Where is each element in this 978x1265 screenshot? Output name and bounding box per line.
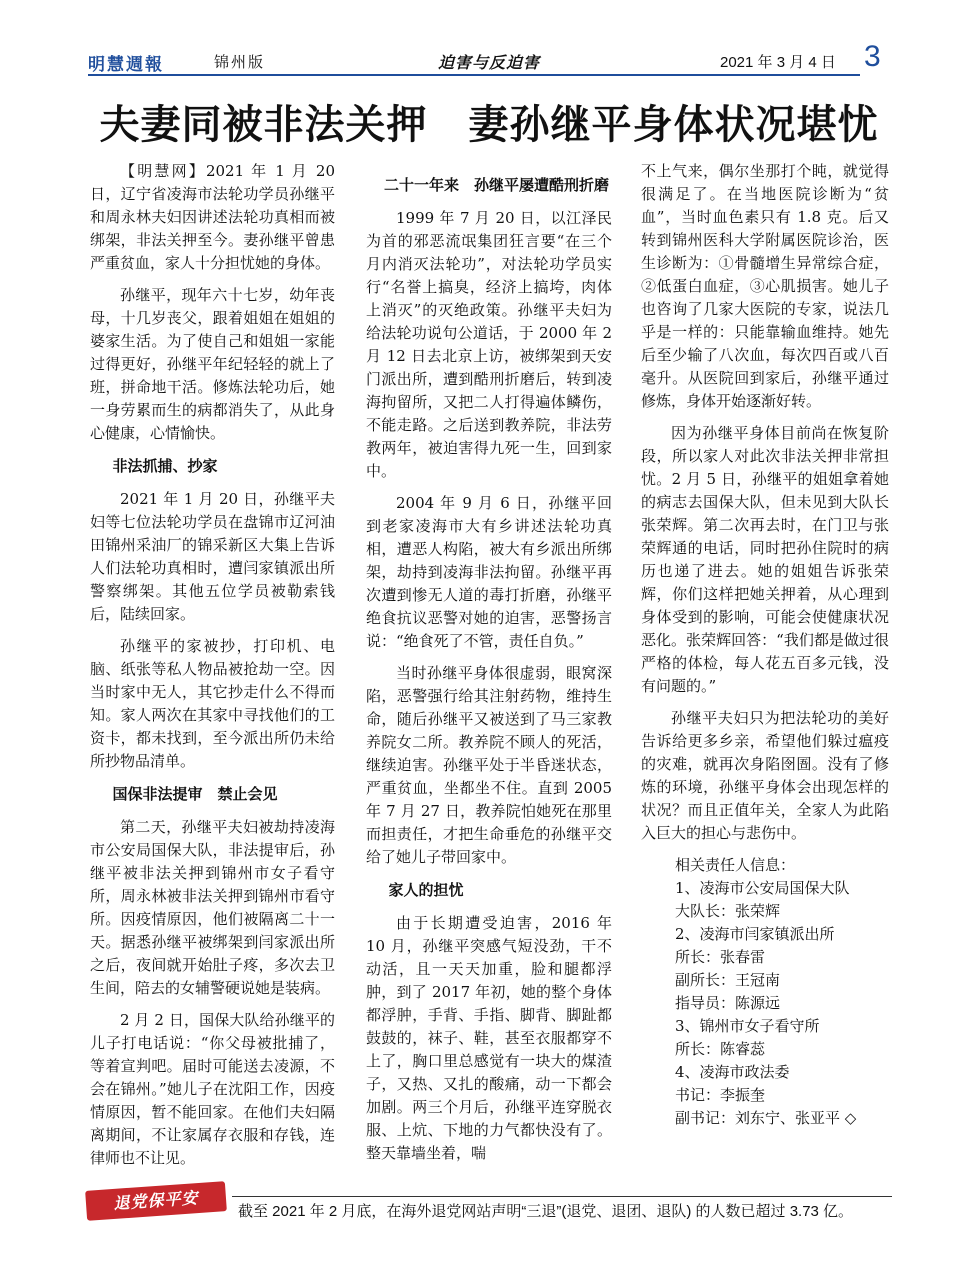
subheading: 二十一年来 孙继平屡遭酷刑折磨 (384, 176, 610, 194)
edition-label: 锦州版 (214, 53, 266, 71)
responsible-persons-list (641, 854, 889, 1130)
article-headline: 夫妻同被非法关押 妻孙继平身体状况堪忧 (99, 102, 879, 148)
info-line: 所长：张春雷 (675, 948, 766, 966)
paragraph: 2 月 2 日，国保大队给孙继平的儿子打电话说：“你父母被批捕了，等着宣判吧。届时可能送去凌源，不会在锦州。”她儿子在沈阳工作，因疫情原因，暂不能回家。在他们夫妇隔离期间，不让家属存衣服和存钱，连律师也不让见。 (90, 1011, 335, 1167)
subheading: 家人的担忧 (388, 881, 464, 899)
paragraph: 第二天，孙继平夫妇被劫持凌海市公安局国保大队，非法提审后，孙继平被非法关押到锦州市女子看守所，周永林被非法关押到锦州市看守所。因疫情原因，他们被隔离二十一天。据悉孙继平被绑架到闫家派出所之后，夜间就开始肚子疼，多次去卫生间，陪去的女辅警硬说她是装病。 (90, 818, 335, 997)
page-number: 3 (864, 40, 881, 73)
paragraph: 由于长期遭受迫害，2016 年 10 月，孙继平突感气短没劲，干不动活，且一天天加重，脸和腿都浮肿，到了 2017 年初，她的整个身体都浮肿，手背、手指、脚背、脚趾都鼓鼓的，袜子、鞋，甚至衣服都穿不上了，胸口里总感觉有一块大的煤渣子，又热、又扎的酸痛，动一下都会加剧。两三个月后，孙继平连穿脱衣服、上炕、下地的力气都快没有了。整天靠墙坐着，喘 (366, 914, 612, 1162)
article-column-1 (90, 160, 335, 1179)
info-line: 副所长：王冠南 (675, 971, 781, 989)
header-rule (88, 74, 860, 76)
paragraph: 因为孙继平身体目前尚在恢复阶段，所以家人对此次非法关押非常担忧。2 月 5 日，孙继平的姐姐拿着她的病志去国保大队，但未见到大队长张荣辉。第二次再去时，在门卫与张荣辉通的电话，同时把孙住院时的病历也递了进去。她的姐姐告诉张荣辉，你们这样把她关押着，从心理到身体受到的影响，可能会使健康状况恶化。张荣辉回答：“我们都是做过很严格的体检，每人花五百多元钱，没有问题的。” (641, 424, 889, 695)
info-line: 大队长：张荣辉 (675, 902, 781, 920)
info-line: 所长：陈睿蕊 (675, 1040, 766, 1058)
paragraph: 2021 年 1 月 20 日，孙继平夫妇等七位法轮功学员在盘锦市辽河油田锦州采油厂的锦采新区大集上告诉人们法轮功真相时，遭闫家镇派出所警察绑架。其他五位学员被勒索钱后，陆续回家。 (90, 490, 335, 623)
footer-notice: 截至 2021 年 2 月底，在海外退党网站声明“三退”(退党、退团、退队) 的人数已超过 3.73 亿。 (238, 1203, 854, 1220)
info-line: 指导员：陈源远 (675, 994, 781, 1012)
paragraph: 孙继平的家被抄，打印机、电脑、纸张等私人物品被抢劫一空。因当时家中无人，其它抄走什么不得而知。家人两次在其家中寻找他们的工资卡，都未找到，至今派出所仍未给所抄物品清单。 (90, 637, 335, 770)
paragraph: 当时孙继平身体很虚弱，眼窝深陷，恶警强行给其注射药物，维持生命，随后孙继平又被送到了马三家教养院女二所。教养院不顾人的死活，继续迫害。孙继平处于半昏迷状态，严重贫血，坐都坐不住。直到 2005 年 7 月 27 日，教养院怕她死在那里而担责任，才把生命垂危的孙继平交给了她儿子带回家中。 (366, 664, 612, 866)
subheading: 非法抓捕、抄家 (112, 457, 218, 475)
subheading: 国保非法提审 禁止会见 (112, 785, 278, 803)
paragraph: 1999 年 7 月 20 日，以江泽民为首的邪恶流氓集团狂言要“在三个月内消灭法轮功”，对法轮功学员实行“名誉上搞臭，经济上搞垮，肉体上消灭”的灭绝政策。孙继平夫妇为给法轮功说句公道话，于 2000 年 2 月 12 日去北京上访，被绑架到天安门派出所，遭到酷刑折磨后，转到凌海拘留所，又把二人打得遍体鳞伤，不能走路。之后送到教养院，非法劳教两年，被迫害得九死一生，回到家中。 (366, 209, 612, 480)
section-title: 迫害与反迫害 (438, 53, 541, 72)
info-line: 4、凌海市政法委 (675, 1063, 790, 1081)
info-line: 相关责任人信息： (675, 856, 796, 874)
paragraph: 孙继平，现年六十七岁，幼年丧母，十几岁丧父，跟着姐姐在姐姐的婆家生活。为了使自己和姐姐一家能过得更好，孙继平年纪轻轻的就上了班，拼命地干活。修炼法轮功后，她一身劳累而生的病都消失了，从此身心健康，心情愉快。 (90, 286, 335, 442)
paragraph: 【明慧网】2021 年 1 月 20 日，辽宁省凌海市法轮功学员孙继平和周永林夫妇因讲述法轮功真相而被绑架，非法关押至今。妻孙继平曾患严重贫血，家人十分担忧她的身体。 (90, 162, 335, 272)
paragraph: 孙继平夫妇只为把法轮功的美好告诉给更多乡亲，希望他们躲过瘟疫的灾难，就再次身陷囹圄。没有了修炼的环境，孙继平身体会出现怎样的状况？而且正值年关，全家人为此陷入巨大的担心与悲伤中。 (641, 709, 889, 842)
paragraph: 不上气来，偶尔坐那打个盹，就觉得很满足了。在当地医院诊断为“贫血”，当时血色素只有 1.8 克。后又转到锦州医科大学附属医院诊治，医生诊断为：①骨髓增生异常综合症，②低蛋白血症，③心肌损害。她儿子也咨询了几家大医院的专家，说法几乎是一样的：只能靠输血维持。她先后至少输了八次血，每次四百或八百毫升。从医院回到家后，孙继平通过修炼，身体开始逐渐好转。 (641, 162, 889, 410)
masthead (88, 40, 898, 76)
article-column-2 (366, 160, 612, 1174)
footer-rule (232, 1196, 892, 1197)
info-line: 3、锦州市女子看守所 (675, 1017, 820, 1035)
info-line: 书记：李振奎 (675, 1086, 766, 1104)
paragraph: 2004 年 9 月 6 日，孙继平回到老家凌海市大有乡讲述法轮功真相，遭恶人构陷，被大有乡派出所绑架，劫持到凌海非法拘留。孙继平再次遭到惨无人道的毒打折磨，孙继平绝食抗议恶警对她的迫害，恶警扬言说：“绝食死了不管，责任自负。” (366, 494, 612, 650)
info-line: 副书记：刘东宁、张亚平 ◇ (675, 1109, 857, 1127)
newspaper-brand: 明慧週報 (88, 55, 164, 75)
article-column-3 (641, 160, 889, 1130)
issue-date: 2021 年 3 月 4 日 (720, 54, 836, 71)
info-line: 1、凌海市公安局国保大队 (675, 879, 850, 897)
footer-badge: 退党保平安 (85, 1181, 227, 1221)
info-line: 2、凌海市闫家镇派出所 (675, 925, 835, 943)
